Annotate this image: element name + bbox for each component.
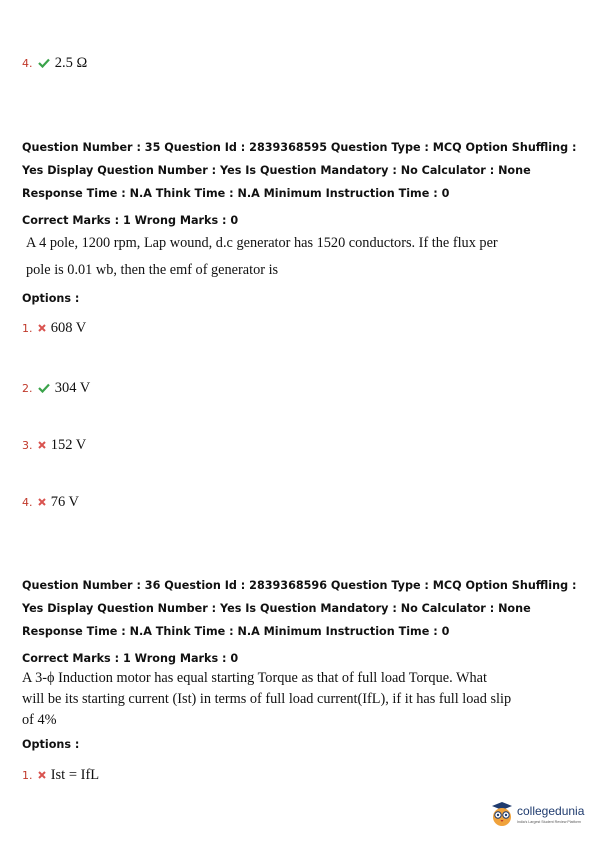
option-text: 304 V	[54, 380, 91, 396]
collegedunia-logo	[490, 800, 590, 830]
question-35-options-label: Options :	[22, 292, 80, 305]
q35-option-4	[22, 491, 79, 511]
owl-icon	[490, 800, 514, 828]
cross-icon	[38, 441, 46, 449]
q36-option-1	[22, 764, 99, 784]
q35-option-1	[22, 317, 86, 337]
option-text: 152 V	[50, 437, 87, 453]
option-number: 1.	[22, 322, 33, 335]
option-number: 4.	[22, 57, 33, 70]
cross-icon	[38, 771, 46, 779]
q35-option-3	[22, 434, 86, 454]
option-number: 3.	[22, 439, 33, 452]
option-number: 2.	[22, 382, 33, 395]
question-35-marks: Correct Marks : 1 Wrong Marks : 0	[22, 214, 239, 227]
option-text: Ist = IfL	[50, 767, 100, 783]
check-icon	[38, 383, 50, 393]
q35-option-2	[22, 377, 90, 397]
cross-icon	[38, 324, 46, 332]
question-35-stem-line-2: pole is 0.01 wb, then the emf of generator is	[26, 262, 279, 278]
question-36-marks: Correct Marks : 1 Wrong Marks : 0	[22, 652, 239, 665]
option-text: 2.5 Ω	[54, 55, 88, 71]
option-number: 4.	[22, 496, 33, 509]
question-36-stem-line-3: of 4%	[22, 712, 57, 728]
option-number: 1.	[22, 769, 33, 782]
prev-option-4	[22, 52, 87, 72]
question-36-stem-line-1: A 3-ϕ Induction motor has equal starting Torque as that of full load Torque. What	[22, 670, 487, 686]
question-35-stem-line-1: A 4 pole, 1200 rpm, Lap wound, d.c generator has 1520 conductors. If the flux per	[26, 235, 498, 251]
question-36-stem-line-2: will be its starting current (Ist) in terms of full load current(IfL), if it has full load slip	[22, 691, 512, 707]
option-text: 608 V	[50, 320, 87, 336]
logo-tagline: India's Largest Student Review Platform	[517, 820, 581, 824]
option-text: 76 V	[50, 494, 80, 510]
check-icon	[38, 58, 50, 68]
logo-name: collegedunia	[517, 804, 585, 818]
question-36-meta: Question Number : 36 Question Id : 2839368596 Question Type : MCQ Option Shuffling : Yes Display Question Number : Yes Is Question Mandatory : No Calculator : None Response Time : N.A Think Time : N.A Minimum Instruction Time : 0	[22, 579, 577, 638]
question-36-options-label: Options :	[22, 738, 80, 751]
question-35-meta: Question Number : 35 Question Id : 2839368595 Question Type : MCQ Option Shuffling : Yes Display Question Number : Yes Is Question Mandatory : No Calculator : None Response Time : N.A Think Time : N.A Minimum Instruction Time : 0	[22, 141, 577, 200]
cross-icon	[38, 498, 46, 506]
